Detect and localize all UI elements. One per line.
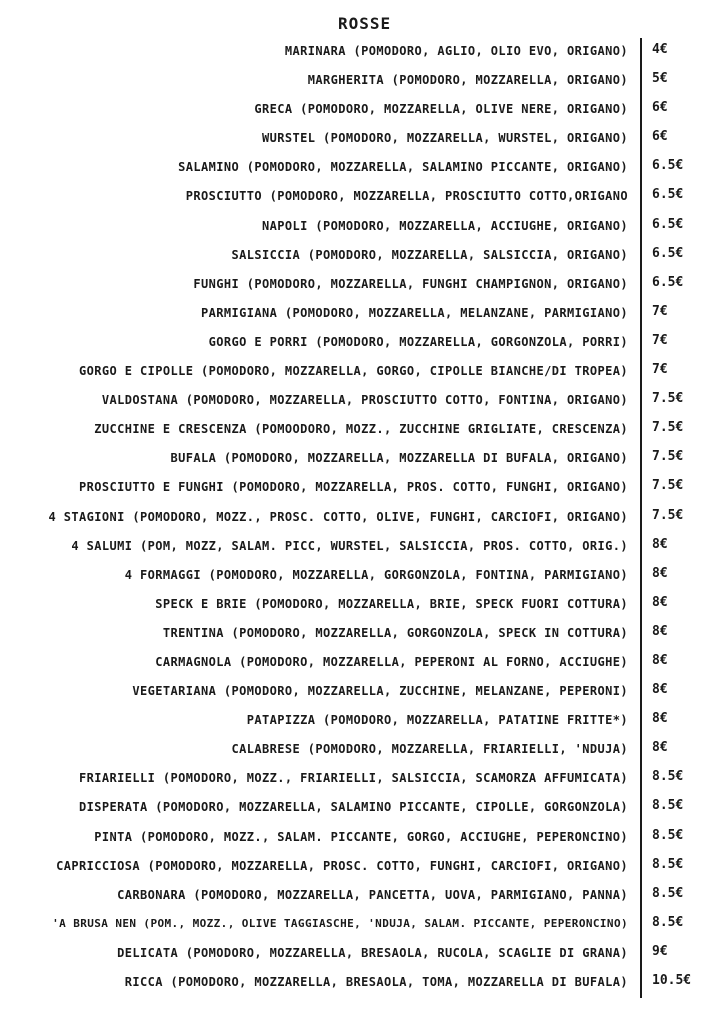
menu-item-name: PARMIGIANA (POMODORO, MOZZARELLA, MELANZANE, PARMIGIANO)	[201, 305, 628, 320]
section-title: ROSSE	[338, 14, 392, 33]
menu-item	[0, 562, 724, 591]
menu-item-name: GORGO E PORRI (POMODORO, MOZZARELLA, GORGONZOLA, PORRI)	[208, 334, 628, 349]
menu-item-price: 8.5€	[652, 769, 684, 785]
menu-item	[0, 765, 724, 794]
menu-item	[0, 96, 724, 125]
menu-item-price: 7.5€	[652, 449, 684, 465]
menu-item-price: 7.5€	[652, 420, 684, 436]
menu-item-price: 6€	[652, 129, 668, 145]
menu-item	[0, 620, 724, 649]
menu-item	[0, 911, 724, 940]
menu-item-name: CALABRESE (POMODORO, MOZZARELLA, FRIARIELLI, 'NDUJA)	[231, 742, 628, 757]
menu-item	[0, 125, 724, 154]
menu-item	[0, 154, 724, 183]
menu-item-price: 8€	[652, 740, 668, 756]
menu-item	[0, 271, 724, 300]
menu-item-price: 5€	[652, 71, 668, 87]
menu-item	[0, 183, 724, 212]
menu-item	[0, 242, 724, 271]
menu-item-name: DISPERATA (POMODORO, MOZZARELLA, SALAMINO PICCANTE, CIPOLLE, GORGONZOLA)	[79, 800, 628, 815]
menu-item-name: BUFALA (POMODORO, MOZZARELLA, MOZZARELLA DI BUFALA, ORIGANO)	[170, 451, 628, 466]
menu-item-name: VEGETARIANA (POMODORO, MOZZARELLA, ZUCCHINE, MELANZANE, PEPERONI)	[132, 684, 628, 699]
menu-item	[0, 794, 724, 823]
menu-item	[0, 649, 724, 678]
menu-item-name: TRENTINA (POMODORO, MOZZARELLA, GORGONZOLA, SPECK IN COTTURA)	[162, 625, 628, 640]
menu-item-name: 'A BRUSA NEN (POM., MOZZ., OLIVE TAGGIASCHE, 'NDUJA, SALAM. PICCANTE, PEPERONCINO)	[52, 916, 628, 930]
menu-item	[0, 358, 724, 387]
menu-item-price: 6.5€	[652, 216, 684, 232]
menu-item	[0, 736, 724, 765]
menu-item-name: PATAPIZZA (POMODORO, MOZZARELLA, PATATINE FRITTE*)	[246, 713, 628, 728]
menu-item-price: 9€	[652, 943, 668, 959]
menu-item-name: GORGO E CIPOLLE (POMODORO, MOZZARELLA, GORGO, CIPOLLE BIANCHE/DI TROPEA)	[79, 364, 628, 379]
menu-item-price: 8€	[652, 682, 668, 698]
menu-item	[0, 300, 724, 329]
menu-item-price: 7€	[652, 303, 668, 319]
menu-item-price: 8.5€	[652, 885, 684, 901]
menu-item-name: CARMAGNOLA (POMODORO, MOZZARELLA, PEPERONI AL FORNO, ACCIUGHE)	[155, 654, 628, 669]
menu-list	[0, 38, 724, 998]
menu-item	[0, 882, 724, 911]
menu-item-price: 8€	[652, 565, 668, 581]
menu-item	[0, 416, 724, 445]
menu-item-price: 7.5€	[652, 478, 684, 494]
menu-item-name: FRIARIELLI (POMODORO, MOZZ., FRIARIELLI, SALSICCIA, SCAMORZA AFFUMICATA)	[79, 771, 628, 786]
menu-item-price: 10.5€	[652, 973, 692, 988]
menu-item	[0, 707, 724, 736]
menu-item-price: 7€	[652, 332, 668, 348]
menu-item-name: FUNGHI (POMODORO, MOZZARELLA, FUNGHI CHAMPIGNON, ORIGANO)	[193, 276, 628, 291]
menu-item-name: 4 FORMAGGI (POMODORO, MOZZARELLA, GORGONZOLA, FONTINA, PARMIGIANO)	[124, 567, 628, 582]
menu-item-price: 8.5€	[652, 856, 684, 872]
menu-item-name: WURSTEL (POMODORO, MOZZARELLA, WURSTEL, ORIGANO)	[262, 131, 628, 146]
menu-item-price: 8€	[652, 536, 668, 552]
menu-item-price: 8€	[652, 623, 668, 639]
menu-item	[0, 387, 724, 416]
menu-item	[0, 38, 724, 67]
menu-item-price: 6.5€	[652, 245, 684, 261]
menu-item-name: PROSCIUTTO (POMODORO, MOZZARELLA, PROSCIUTTO COTTO,ORIGANO	[185, 189, 628, 204]
menu-item-price: 8€	[652, 652, 668, 668]
menu-item-name: DELICATA (POMODORO, MOZZARELLA, BRESAOLA, RUCOLA, SCAGLIE DI GRANA)	[117, 945, 628, 960]
menu-item-name: 4 STAGIONI (POMODORO, MOZZ., PROSC. COTTO, OLIVE, FUNGHI, CARCIOFI, ORIGANO)	[48, 509, 628, 524]
menu-item	[0, 969, 724, 998]
menu-item-name: RICCA (POMODORO, MOZZARELLA, BRESAOLA, TOMA, MOZZARELLA DI BUFALA)	[124, 975, 628, 989]
menu-item-name: MARINARA (POMODORO, AGLIO, OLIO EVO, ORIGANO)	[284, 44, 628, 58]
menu-item	[0, 678, 724, 707]
menu-item-name: PROSCIUTTO E FUNGHI (POMODORO, MOZZARELLA, PROS. COTTO, FUNGHI, ORIGANO)	[79, 480, 628, 495]
menu-item-name: MARGHERITA (POMODORO, MOZZARELLA, ORIGANO)	[307, 73, 628, 88]
menu-item	[0, 940, 724, 969]
menu-item-name: SALSICCIA (POMODORO, MOZZARELLA, SALSICCIA, ORIGANO)	[231, 247, 628, 262]
menu-item-price: 8.5€	[652, 798, 684, 814]
menu-item-price: 6.5€	[652, 187, 684, 203]
menu-item	[0, 329, 724, 358]
menu-item-price: 6.5€	[652, 274, 684, 290]
menu-item-price: 7€	[652, 362, 668, 378]
menu-item-name: CARBONARA (POMODORO, MOZZARELLA, PANCETTA, UOVA, PARMIGIANO, PANNA)	[117, 887, 628, 902]
menu-item	[0, 67, 724, 96]
menu-item-price: 8.5€	[652, 914, 684, 930]
menu-item-price: 6€	[652, 100, 668, 116]
menu-item-price: 8€	[652, 711, 668, 727]
menu-item-name: NAPOLI (POMODORO, MOZZARELLA, ACCIUGHE, ORIGANO)	[262, 218, 628, 233]
menu-item	[0, 445, 724, 474]
menu-item	[0, 853, 724, 882]
menu-item-name: 4 SALUMI (POM, MOZZ, SALAM. PICC, WURSTEL, SALSICCIA, PROS. COTTO, ORIG.)	[71, 538, 628, 553]
menu-item-name: VALDOSTANA (POMODORO, MOZZARELLA, PROSCIUTTO COTTO, FONTINA, ORIGANO)	[101, 393, 628, 408]
menu-item-price: 8€	[652, 594, 668, 610]
menu-item-price: 7.5€	[652, 391, 684, 407]
menu-item-name: SALAMINO (POMODORO, MOZZARELLA, SALAMINO PICCANTE, ORIGANO)	[178, 160, 628, 175]
menu-item-name: ZUCCHINE E CRESCENZA (POMOODORO, MOZZ., ZUCCHINE GRIGLIATE, CRESCENZA)	[94, 422, 628, 437]
menu-item-price: 6.5€	[652, 158, 684, 174]
menu-item-price: 4€	[652, 42, 668, 57]
menu-item-name: SPECK E BRIE (POMODORO, MOZZARELLA, BRIE, SPECK FUORI COTTURA)	[155, 596, 628, 611]
menu-item-name: GRECA (POMODORO, MOZZARELLA, OLIVE NERE, ORIGANO)	[254, 102, 628, 117]
menu-item	[0, 474, 724, 503]
menu-item	[0, 591, 724, 620]
menu-item-name: CAPRICCIOSA (POMODORO, MOZZARELLA, PROSC. COTTO, FUNGHI, CARCIOFI, ORIGANO)	[56, 858, 628, 873]
menu-item	[0, 533, 724, 562]
menu-item-price: 7.5€	[652, 507, 684, 523]
menu-item	[0, 824, 724, 853]
menu-item	[0, 504, 724, 533]
menu-item-price: 8.5€	[652, 827, 684, 843]
menu-item-name: PINTA (POMODORO, MOZZ., SALAM. PICCANTE, GORGO, ACCIUGHE, PEPERONCINO)	[94, 829, 628, 844]
menu-item	[0, 213, 724, 242]
